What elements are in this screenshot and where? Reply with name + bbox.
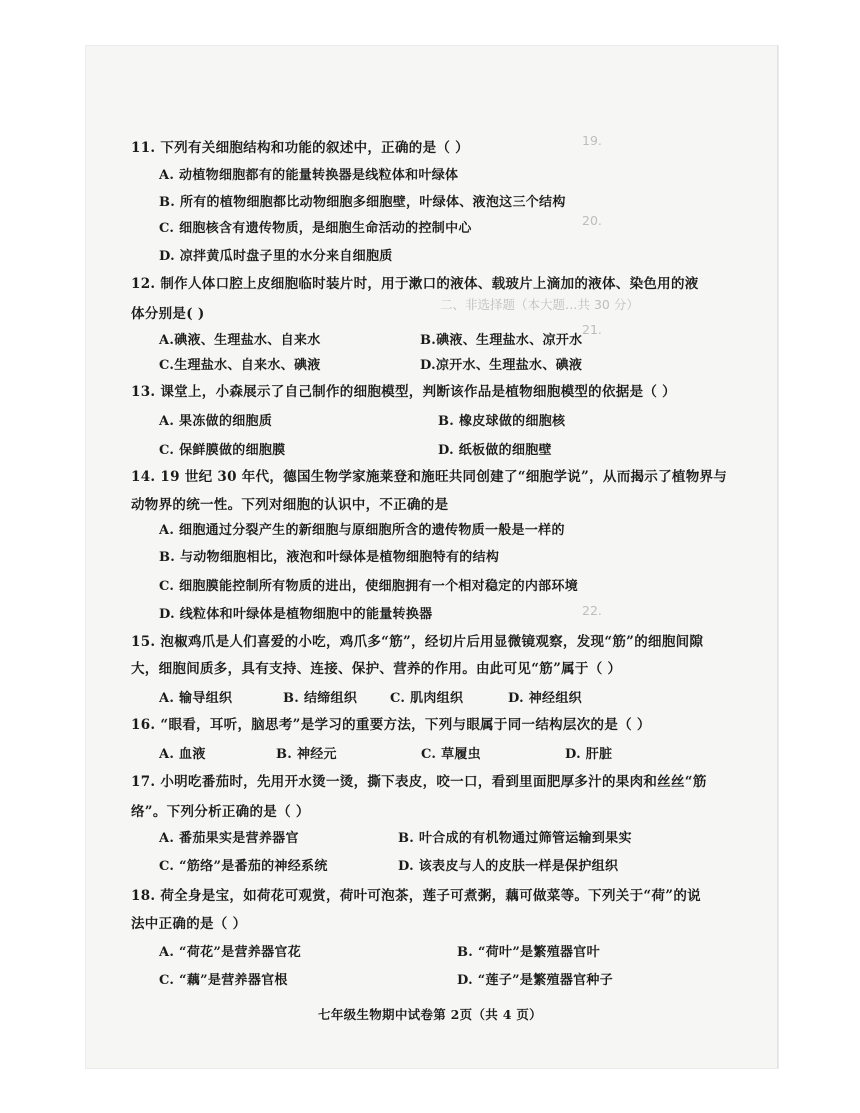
question-12-option-b: B.碘液、生理盐水、凉开水 — [420, 333, 583, 348]
question-16-option-d: D. 肝脏 — [565, 747, 613, 762]
bleed-through-21: 21. — [582, 322, 602, 337]
question-15-option-d: D. 神经组织 — [508, 691, 582, 706]
question-18-stem-line2: 法中正确的是（ ） — [131, 916, 247, 932]
question-11-stem: 11. 下列有关细胞结构和功能的叙述中，正确的是（ ） — [131, 140, 469, 156]
question-13-option-b: B. 橡皮球做的细胞核 — [438, 414, 566, 429]
question-18-option-a: A. “荷花”是营养器官花 — [159, 945, 301, 960]
question-18-option-b: B. “荷叶”是繁殖器官叶 — [457, 945, 600, 960]
question-11-option-b: B. 所有的植物细胞都比动物细胞多细胞壁，叶绿体、液泡这三个结构 — [159, 195, 566, 210]
question-11-option-c: C. 细胞核含有遗传物质，是细胞生命活动的控制中心 — [159, 221, 472, 236]
question-16-stem: 16. “眼看，耳听，脑思考”是学习的重要方法，下列与眼属于同一结构层次的是（ ） — [131, 717, 651, 733]
bleed-through-22: 22. — [582, 603, 602, 618]
question-16-option-a: A. 血液 — [159, 747, 206, 762]
question-14-option-a: A. 细胞通过分裂产生的新细胞与原细胞所含的遗传物质一般是一样的 — [159, 523, 565, 538]
question-15-option-b: B. 结缔组织 — [283, 691, 358, 706]
question-17-option-c: C. “筋络”是番茄的神经系统 — [159, 859, 328, 874]
question-13-option-c: C. 保鲜膜做的细胞膜 — [159, 443, 286, 458]
question-18-option-c: C. “藕”是营养器官根 — [159, 973, 288, 988]
question-17-option-b: B. 叶合成的有机物通过筛管运输到果实 — [398, 831, 632, 846]
question-17-stem-line2: 络”。下列分析正确的是（ ） — [131, 804, 310, 820]
question-14-option-d: D. 线粒体和叶绿体是植物细胞中的能量转换器 — [159, 607, 433, 622]
question-15-stem-line2: 大，细胞间质多，具有支持、连接、保护、营养的作用。由此可见“筋”属于（ ） — [131, 661, 622, 677]
bleed-through-20: 20. — [582, 213, 602, 228]
question-15-option-c: C. 肌肉组织 — [390, 691, 464, 706]
question-14-stem-line2: 动物界的统一性。下列对细胞的认识中，不正确的是 — [131, 497, 449, 513]
question-17-option-d: D. 该表皮与人的皮肤一样是保护组织 — [398, 859, 619, 874]
question-18-option-d: D. “莲子”是繁殖器官种子 — [457, 973, 614, 988]
question-17-option-a: A. 番茄果实是营养器官 — [159, 831, 299, 846]
question-14-stem-line1: 14. 19 世纪 30 年代，德国生物学家施莱登和施旺共同创建了“细胞学说”，从而揭示了植物界与 — [131, 469, 728, 485]
question-12-option-a: A.碘液、生理盐水、自来水 — [159, 333, 321, 348]
question-13-option-d: D. 纸板做的细胞壁 — [438, 443, 552, 458]
question-11-option-d: D. 凉拌黄瓜时盘子里的水分来自细胞质 — [159, 249, 393, 264]
question-16-option-b: B. 神经元 — [276, 747, 337, 762]
question-15-option-a: A. 输导组织 — [159, 691, 233, 706]
bleed-through-19: 19. — [582, 133, 602, 148]
page-footer: 七年级生物期中试卷第 2页（共 4 页） — [318, 1007, 542, 1022]
bleed-through-section-heading: 二、非选择题（本大题…共 30 分） — [440, 297, 639, 312]
question-11-option-a: A. 动植物细胞都有的能量转换器是线粒体和叶绿体 — [159, 168, 459, 183]
question-18-stem-line1: 18. 荷全身是宝，如荷花可观赏，荷叶可泡茶，莲子可煮粥，藕可做菜等。下列关于“荷”的说 — [131, 888, 701, 904]
question-14-option-b: B. 与动物细胞相比，液泡和叶绿体是植物细胞特有的结构 — [159, 550, 500, 565]
question-12-option-c: C.生理盐水、自来水、碘液 — [159, 358, 321, 373]
question-17-stem-line1: 17. 小明吃番茄时，先用开水烫一烫，撕下表皮，咬一口，看到里面肥厚多汁的果肉和丝丝“筋 — [131, 774, 707, 790]
question-12-stem-line2: 体分别是( ) — [131, 306, 205, 322]
question-12-option-d: D.凉开水、生理盐水、碘液 — [420, 358, 583, 373]
question-13-option-a: A. 果冻做的细胞质 — [159, 414, 273, 429]
question-15-stem-line1: 15. 泡椒鸡爪是人们喜爱的小吃，鸡爪多“筋”，经切片后用显微镜观察，发现“筋”的细胞间隙 — [131, 634, 704, 650]
question-12-stem-line1: 12. 制作人体口腔上皮细胞临时装片时，用于漱口的液体、载玻片上滴加的液体、染色用的液 — [131, 276, 699, 292]
question-13-stem: 13. 课堂上，小森展示了自己制作的细胞模型，判断该作品是植物细胞模型的依据是（ ） — [131, 384, 676, 400]
question-16-option-c: C. 草履虫 — [421, 747, 481, 762]
question-14-option-c: C. 细胞膜能控制所有物质的进出，使细胞拥有一个相对稳定的内部环境 — [159, 579, 579, 594]
